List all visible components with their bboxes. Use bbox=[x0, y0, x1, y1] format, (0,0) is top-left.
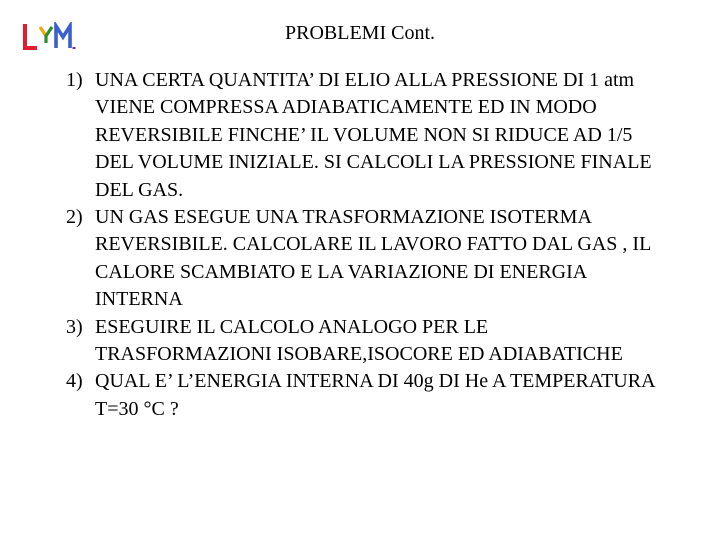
problem-number: 4) bbox=[66, 370, 83, 393]
problem-text: UNA CERTA QUANTITA’ DI ELIO ALLA PRESSIONE DI 1 atm VIENE COMPRESSA ADIABATICAMENTE ED IN MODO REVERSIBILE FINCHE’ IL VOLUME NON SI RIDUCE AD 1/5 DEL VOLUME INIZIALE. SI CALCOLI LA PRESSIONE FINALE DEL GAS. bbox=[95, 69, 652, 201]
problem-text: QUAL E’ L’ENERGIA INTERNA DI 40g DI He A TEMPERATURA T=30 °C ? bbox=[95, 370, 655, 420]
problem-number: 2) bbox=[66, 206, 83, 229]
problem-text: UN GAS ESEGUE UNA TRASFORMAZIONE ISOTERMA REVERSIBILE. CALCOLARE IL LAVORO FATTO DAL GAS , IL CALORE SCAMBIATO E LA VARIAZIONE DI ENERGIA INTERNA bbox=[95, 206, 651, 311]
problem-item bbox=[66, 314, 696, 369]
problem-number: 3) bbox=[66, 315, 83, 338]
problem-number: 1) bbox=[66, 69, 83, 91]
slide-title: PROBLEMI Cont. bbox=[284, 22, 436, 44]
problem-item bbox=[66, 368, 696, 423]
problem-text: ESEGUIRE IL CALCOLO ANALOGO PER LE TRASFORMAZIONI ISOBARE,ISOCORE ED ADIABATICHE bbox=[95, 315, 623, 366]
problem-list bbox=[66, 67, 696, 423]
problem-item bbox=[66, 67, 696, 204]
problem-item bbox=[66, 204, 696, 314]
